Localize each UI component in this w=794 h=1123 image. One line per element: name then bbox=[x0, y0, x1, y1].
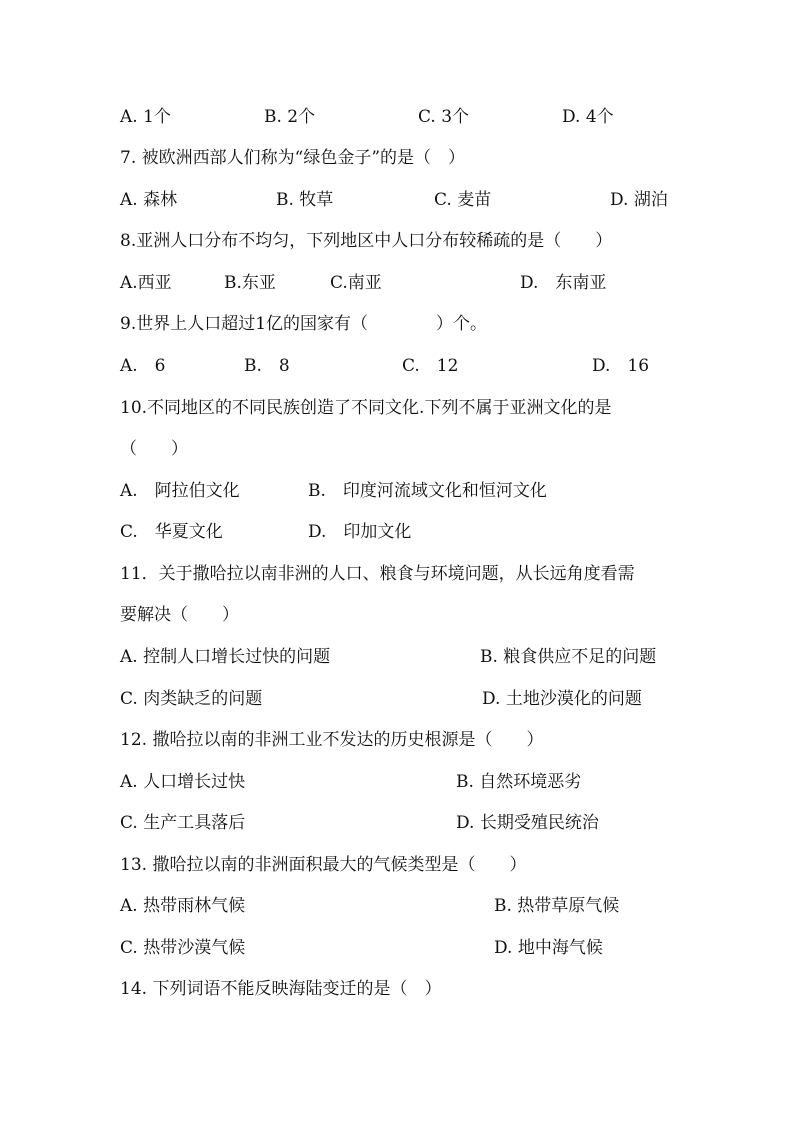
option-d: D. 土地沙漠化的问题 bbox=[482, 689, 642, 709]
option-c: C. 肉类缺乏的问题 bbox=[120, 689, 263, 709]
question-11-continued bbox=[0, 600, 794, 630]
question-13 bbox=[0, 850, 794, 880]
options-row bbox=[0, 517, 794, 547]
option-b: B. 热带草原气候 bbox=[494, 896, 620, 916]
options-row bbox=[0, 767, 794, 797]
option-b: B. 印度河流域文化和恒河文化 bbox=[308, 481, 547, 501]
option-b: B.东亚 bbox=[224, 273, 276, 293]
question-text: 8.亚洲人口分布不均匀，下列地区中人口分布较稀疏的是（ ） bbox=[120, 231, 613, 251]
option-d: D. 长期受殖民统治 bbox=[456, 813, 599, 833]
option-a: A. 人口增长过快 bbox=[120, 772, 246, 792]
option-d: D. 地中海气候 bbox=[494, 938, 603, 958]
option-c: C. 热带沙漠气候 bbox=[120, 938, 246, 958]
option-c: C.南亚 bbox=[330, 273, 382, 293]
options-row bbox=[0, 933, 794, 963]
option-d: D. 印加文化 bbox=[308, 522, 412, 542]
option-b: B. 牧草 bbox=[276, 190, 334, 210]
option-c: C. 麦苗 bbox=[434, 190, 492, 210]
question-text: 要解决（ ） bbox=[120, 605, 239, 625]
question-text: 13. 撒哈拉以南的非洲面积最大的气候类型是（ ） bbox=[120, 855, 527, 875]
question-text: 10.不同地区的不同民族创造了不同文化.下列不属于亚洲文化的是 bbox=[120, 398, 612, 418]
question-8 bbox=[0, 226, 794, 256]
options-row bbox=[0, 684, 794, 714]
question-9 bbox=[0, 309, 794, 339]
question-text: （ ） bbox=[120, 439, 188, 459]
options-row bbox=[0, 351, 794, 381]
options-row bbox=[0, 642, 794, 672]
option-c: C. 3个 bbox=[418, 107, 470, 127]
question-text: 7. 被欧洲西部人们称为“绿色金子”的是（ ） bbox=[120, 148, 466, 168]
question-12 bbox=[0, 725, 794, 755]
question-text: 11．关于撒哈拉以南非洲的人口、粮食与环境问题，从长远角度看需 bbox=[120, 564, 635, 584]
question-text: 14. 下列词语不能反映海陆变迁的是（ ） bbox=[120, 979, 442, 999]
option-c: C. 华夏文化 bbox=[120, 522, 223, 542]
option-b: B. 8 bbox=[244, 356, 290, 376]
option-a: A. 热带雨林气候 bbox=[120, 896, 246, 916]
option-c: C. 生产工具落后 bbox=[120, 813, 246, 833]
option-a: A.西亚 bbox=[120, 273, 172, 293]
question-7 bbox=[0, 143, 794, 173]
options-row bbox=[0, 891, 794, 921]
option-b: B. 自然环境恶劣 bbox=[456, 772, 582, 792]
option-a: A. 阿拉伯文化 bbox=[120, 481, 240, 501]
option-d: D. 东南亚 bbox=[520, 273, 607, 293]
question-10 bbox=[0, 393, 794, 423]
options-row bbox=[0, 476, 794, 506]
option-a: A. 6 bbox=[120, 356, 166, 376]
options-row bbox=[0, 185, 794, 215]
options-row bbox=[0, 268, 794, 298]
option-d: D. 16 bbox=[592, 356, 650, 376]
question-10-continued bbox=[0, 434, 794, 464]
option-c: C. 12 bbox=[402, 356, 459, 376]
option-a: A. 1个 bbox=[120, 107, 171, 127]
option-a: A. 控制人口增长过快的问题 bbox=[120, 647, 331, 667]
options-row bbox=[0, 102, 794, 132]
option-a: A. 森林 bbox=[120, 190, 178, 210]
option-d: D. 4个 bbox=[562, 107, 614, 127]
options-row bbox=[0, 808, 794, 838]
option-b: B. 2个 bbox=[264, 107, 316, 127]
question-14 bbox=[0, 974, 794, 1004]
question-11 bbox=[0, 559, 794, 589]
option-d: D. 湖泊 bbox=[610, 190, 668, 210]
question-text: 12. 撒哈拉以南的非洲工业不发达的历史根源是（ ） bbox=[120, 730, 544, 750]
question-text: 9.世界上人口超过1亿的国家有（ ）个。 bbox=[120, 314, 488, 334]
option-b: B. 粮食供应不足的问题 bbox=[480, 647, 657, 667]
